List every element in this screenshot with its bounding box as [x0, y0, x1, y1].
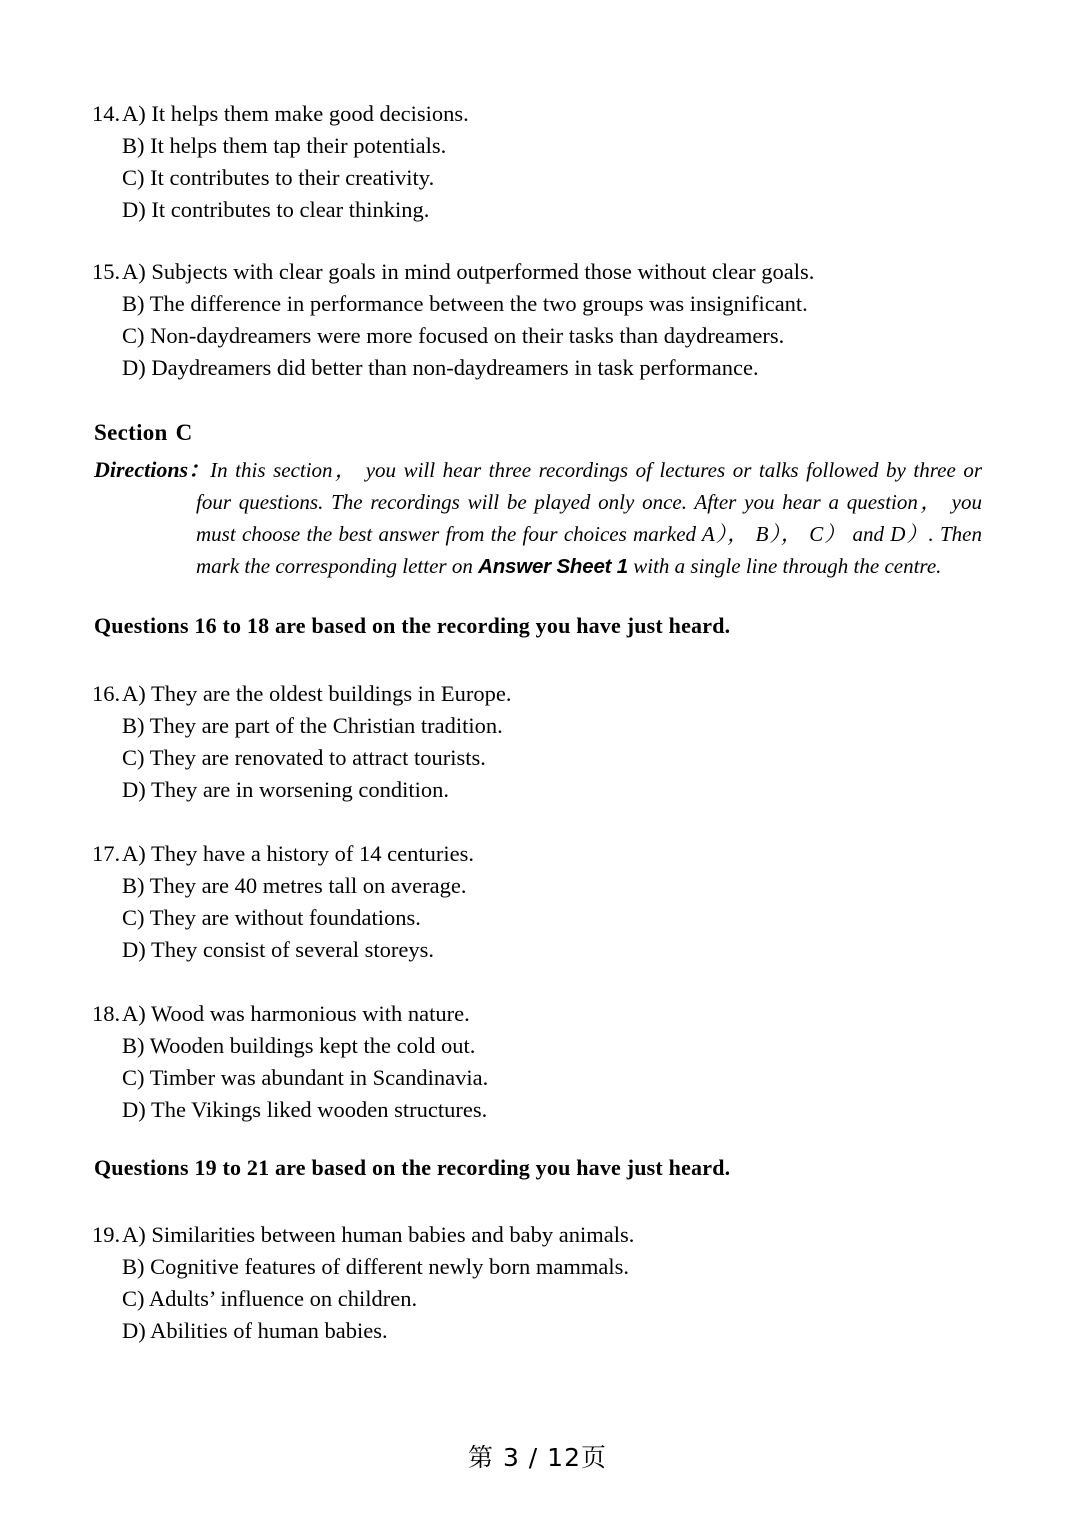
directions-block [94, 454, 982, 583]
question-block-17 [92, 838, 992, 966]
question-line [92, 194, 992, 226]
question-option: A) They are the oldest buildings in Europe. [122, 681, 512, 706]
question-line [92, 774, 992, 806]
question-block-19 [92, 1219, 992, 1347]
question-option: B) Cognitive features of different newly born mammals. [122, 1254, 629, 1279]
question-option: C) They are without foundations. [122, 905, 421, 930]
directions-label [94, 454, 210, 486]
question-line [92, 1283, 992, 1315]
questions-range-text: Questions 19 to 21 are based on the recording you have just heard. [94, 1155, 731, 1180]
question-line [92, 870, 992, 902]
question-option: D) Abilities of human babies. [122, 1318, 388, 1343]
page-number-text: 第 3 / 12页 [468, 1443, 607, 1472]
questions-range-text: Questions 16 to 18 are based on the recording you have just heard. [94, 613, 731, 638]
question-line [92, 678, 992, 710]
directions-part-1: In this section， you will hear three recordings of lectures or talks followed by three or four questions. The recordings will be played only once. After you hear a question， you must choose the best answer from the four choices marked A）， B）， C） and D）. Then mark the corresponding letter on [196, 458, 982, 578]
question-number: 18. [92, 1001, 121, 1026]
question-option: D) It contributes to clear thinking. [122, 197, 430, 222]
question-line [92, 1251, 992, 1283]
page-footer [0, 1438, 1075, 1474]
question-line [92, 352, 992, 384]
question-option: A) They have a history of 14 centuries. [122, 841, 474, 866]
question-block-14 [92, 98, 992, 226]
section-heading [94, 420, 193, 446]
question-line [92, 838, 992, 870]
question-line [92, 1062, 992, 1094]
question-line [92, 902, 992, 934]
question-number: 14. [92, 101, 121, 126]
question-option: A) It helps them make good decisions. [122, 101, 469, 126]
question-number: 16. [92, 681, 121, 706]
directions-label-text: Directions [94, 457, 189, 482]
question-line [92, 998, 992, 1030]
questions-range-heading-16-18 [94, 613, 734, 639]
question-option: B) The difference in performance between the two groups was insignificant. [122, 291, 808, 316]
question-line [92, 162, 992, 194]
directions-text [94, 454, 982, 583]
question-line [92, 98, 992, 130]
question-option: B) It helps them tap their potentials. [122, 133, 447, 158]
question-line [92, 1030, 992, 1062]
answer-sheet-reference: Answer Sheet 1 [478, 555, 628, 578]
question-line [92, 130, 992, 162]
question-number: 19. [92, 1222, 121, 1247]
question-option: D) Daydreamers did better than non-daydreamers in task performance. [122, 355, 759, 380]
question-number: 17. [92, 841, 121, 866]
section-heading-letter: C [175, 420, 193, 445]
question-line [92, 320, 992, 352]
question-option: C) Adults’ influence on children. [122, 1286, 418, 1311]
question-line [92, 1219, 992, 1251]
question-option: B) They are 40 metres tall on average. [122, 873, 467, 898]
question-option: C) They are renovated to attract tourists. [122, 745, 486, 770]
directions-part-2: with a single line through the centre. [627, 554, 942, 578]
question-block-16 [92, 678, 992, 806]
question-line [92, 742, 992, 774]
question-line [92, 1094, 992, 1126]
question-block-15 [92, 256, 992, 384]
question-option: A) Subjects with clear goals in mind outperformed those without clear goals. [122, 259, 815, 284]
question-option: D) They are in worsening condition. [122, 777, 450, 802]
question-line [92, 256, 992, 288]
question-line [92, 1315, 992, 1347]
section-heading-word: Section [94, 420, 168, 445]
directions-colon: ： [188, 457, 211, 482]
question-line [92, 934, 992, 966]
question-option: B) They are part of the Christian tradition. [122, 713, 503, 738]
question-option: C) Timber was abundant in Scandinavia. [122, 1065, 489, 1090]
question-option: D) The Vikings liked wooden structures. [122, 1097, 488, 1122]
question-number: 15. [92, 259, 121, 284]
question-option: A) Wood was harmonious with nature. [122, 1001, 470, 1026]
question-block-18 [92, 998, 992, 1126]
question-option: B) Wooden buildings kept the cold out. [122, 1033, 476, 1058]
question-option: D) They consist of several storeys. [122, 937, 435, 962]
question-option: C) Non-daydreamers were more focused on their tasks than daydreamers. [122, 323, 785, 348]
question-option: A) Similarities between human babies and baby animals. [122, 1222, 635, 1247]
questions-range-heading-19-21 [94, 1155, 734, 1181]
question-line [92, 710, 992, 742]
question-option: C) It contributes to their creativity. [122, 165, 435, 190]
question-line [92, 288, 992, 320]
